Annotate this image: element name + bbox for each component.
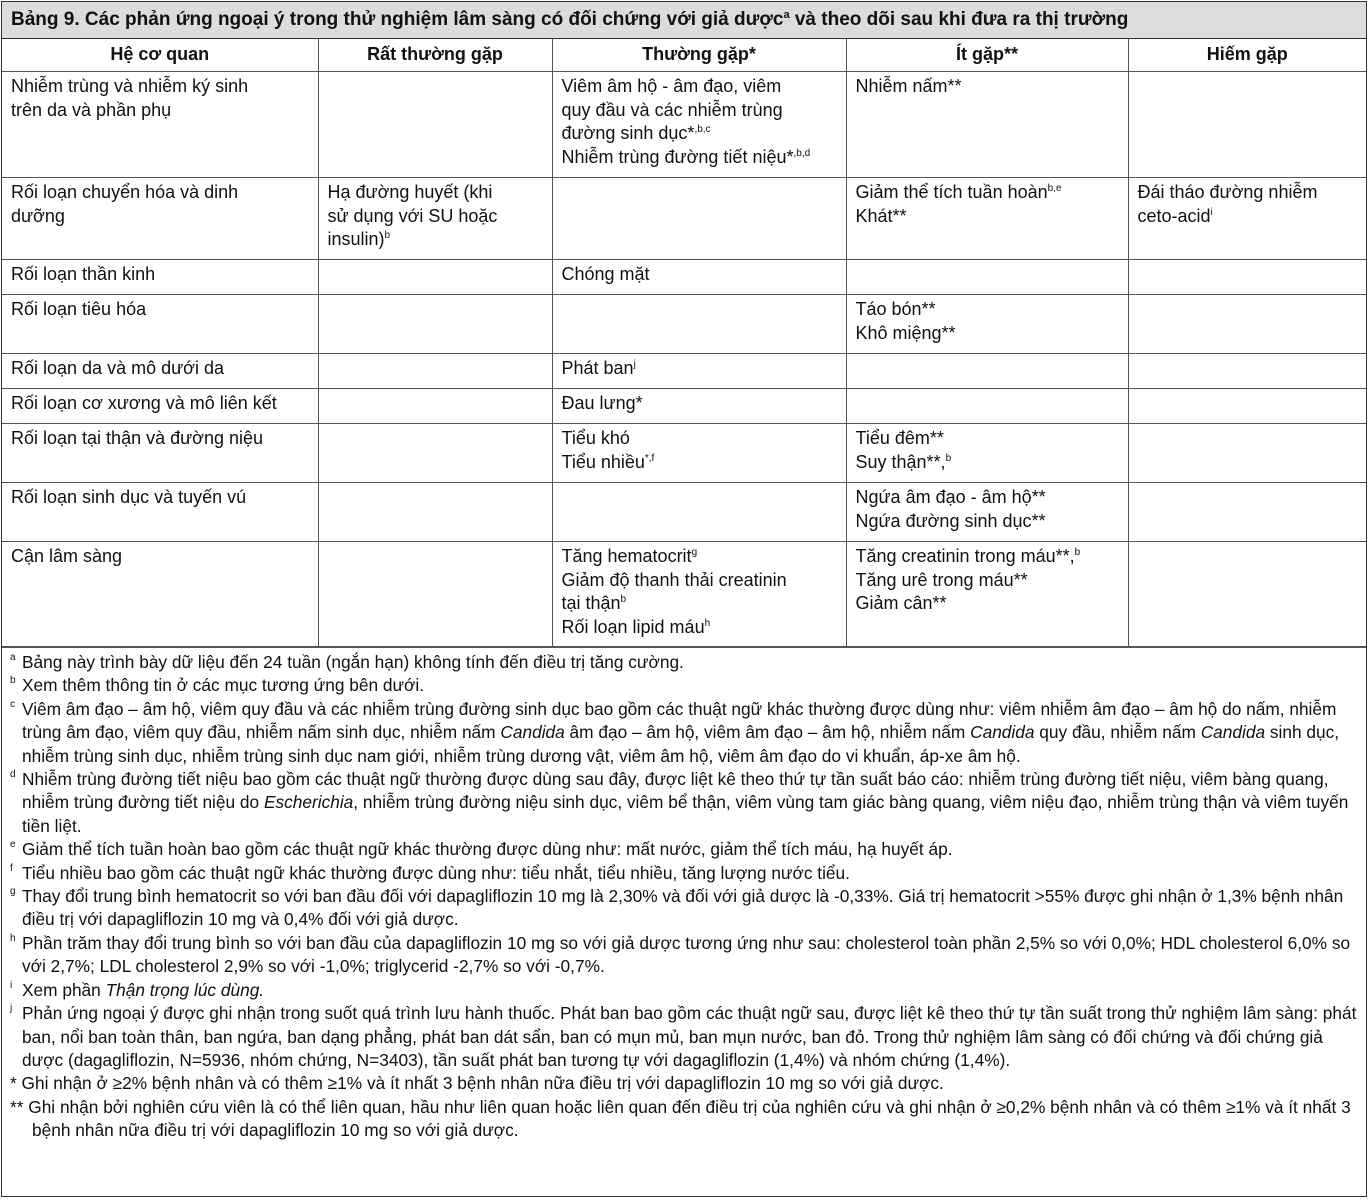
table-title-text-2: và theo dõi sau khi đưa ra thị trường: [789, 9, 1129, 30]
footnote-a: a Bảng này trình bày dữ liệu đến 24 tuần (ngắn hạn) không tính đến điều trị tăng cường.: [10, 652, 684, 672]
col-header-rare: Hiếm gặp: [1128, 39, 1366, 72]
cell-line: Phát ban$^j$: [561, 358, 636, 378]
footnote-mark: d: [10, 769, 16, 781]
cell-organ: [2, 354, 318, 389]
cell-rare: [1128, 424, 1366, 483]
footnote-mark: j: [10, 1003, 13, 1015]
cell-rare: [1128, 178, 1366, 260]
col-header-organ: Hệ cơ quan: [2, 39, 318, 72]
table-title: [2, 2, 1366, 39]
cell-organ: [2, 260, 318, 295]
cell-line: trên da và phần phụ: [11, 99, 172, 120]
cell-organ: [2, 72, 318, 178]
cell-common: [552, 72, 846, 178]
cell-rare: [1128, 389, 1366, 424]
col-header-common: Thường gặp*: [552, 39, 846, 72]
cell-rare: [1128, 295, 1366, 354]
cell-line: dưỡng: [11, 205, 65, 226]
cell-line: Rối loạn tại thận và đường niệu: [11, 428, 264, 448]
cell-organ: [2, 178, 318, 260]
cell-line: Táo bón**: [855, 299, 936, 319]
cell-common: [552, 295, 846, 354]
cell-line: Ngứa âm đạo - âm hộ**: [855, 487, 1046, 507]
cell-line: Tiểu khó: [561, 428, 630, 448]
footnote-c: c Viêm âm đạo – âm hộ, viêm quy đầu và các nhiễm trùng đường sinh dục bao gồm các thuật ngữ khác thường được dùng như: viêm nhiễm âm đạo – âm hộ do nấm, nhiễm trùng âm đạo, viêm quy đầu, nhiễm nấm sinh dục, nhiễm nấm Candida âm đạo – âm hộ, viêm âm đạo – âm hộ, nhiễm nấm Candida quy đầu, nhiễm nấm Candida sinh dục, nhiễm trùng sinh dục, nhiễm trùng sinh dục nam giới, nhiễm trùng dương vật, viêm âm hộ, viêm âm đạo do vi khuẩn, áp-xe âm hộ.: [10, 698, 1340, 766]
table-row: [2, 483, 1366, 542]
cell-common: [552, 389, 846, 424]
footnote-ref: b: [620, 594, 627, 605]
table-title-text: Bảng 9. Các phản ứng ngoại ý trong thử nghiệm lâm sàng có đối chứng với giả dược: [11, 9, 784, 30]
footnote-double-star: ** Ghi nhận bởi nghiên cứu viên là có thể liên quan, hầu như liên quan hoặc liên quan đến điều trị của nghiên cứu và ghi nhận ở ≥0,2% bệnh nhân và có thêm ≥1% và ít nhất 3 bệnh nhân nữa điều trị với dapagliflozin 10 mg so với giả dược.: [10, 1096, 1351, 1141]
cell-rare: [1128, 260, 1366, 295]
cell-uncommon: [846, 389, 1128, 424]
cell-uncommon: [846, 72, 1128, 178]
footnote-j: j Phản ứng ngoại ý được ghi nhận trong suốt quá trình lưu hành thuốc. Phát ban bao gồm các thuật ngữ sau, được liệt kê theo thứ tự tần suất trong thử nghiệm lâm sàng: phát ban, nổi ban toàn thân, ban ngứa, ban dạng phẳng, phát ban dát sẩn, ban có mụn mủ, ban mụn nước, ban đỏ. Trong thử nghiệm lâm sàng có đối chứng và đối chứng giả dược (dagagliflozin, N=5936, nhóm chứng, N=3403), tần suất phát ban tương tự với dagagliflozin (1,4%) và nhóm chứng (1,4%).: [10, 1003, 1357, 1070]
footnote-mark: b: [10, 675, 16, 687]
cell-line: tại thận$^b$: [561, 593, 627, 613]
footnote-ref: b,e: [1047, 183, 1062, 194]
cell-line: Rối loạn sinh dục và tuyến vú: [11, 487, 247, 507]
cell-common: [552, 483, 846, 542]
cell-line: Rối loạn chuyển hóa và dinh: [11, 182, 239, 202]
table-body: [2, 72, 1366, 647]
cell-line: Tiểu nhiều$^{*,f}$: [561, 451, 655, 472]
cell-organ: [2, 389, 318, 424]
cell-uncommon: [846, 542, 1128, 647]
footnote-single-star: * Ghi nhận ở ≥2% bệnh nhân và có thêm ≥1% và ít nhất 3 bệnh nhân nữa điều trị với dapagliflozin 10 mg so với giả dược.: [10, 1073, 944, 1094]
cell-very-common: [318, 542, 552, 647]
footnote-b: b Xem thêm thông tin ở các mục tương ứng bên dưới.: [10, 675, 425, 696]
cell-line: Suy thận**,$^b$: [855, 451, 952, 472]
footnote-ref: j: [633, 359, 636, 370]
cell-line: Giảm thể tích tuần hoàn$^{b,e}$: [855, 182, 1062, 202]
cell-line: Rối loạn da và mô dưới da: [11, 358, 224, 378]
cell-common: [552, 260, 846, 295]
cell-common: [552, 178, 846, 260]
cell-line: Rối loạn thần kinh: [11, 264, 156, 284]
cell-line: Nhiễm trùng đường tiết niệu*$^{,b,d}$: [561, 146, 811, 167]
cell-line: ceto-acid$^i$: [1137, 205, 1213, 226]
footnote-mark: a: [10, 652, 16, 663]
cell-very-common: [318, 178, 552, 260]
cell-line: Đái tháo đường nhiễm: [1137, 182, 1318, 202]
table-title-sup: a: [783, 9, 790, 21]
table-row: [2, 389, 1366, 424]
cell-common: [552, 542, 846, 647]
footnote-mark: f: [10, 862, 13, 874]
cell-uncommon: [846, 260, 1128, 295]
footnote-ref: ,b,d: [793, 147, 811, 159]
cell-line: Khô miệng**: [855, 322, 956, 343]
footnote-f: f Tiểu nhiều bao gồm các thuật ngữ khác thường được dùng như: tiểu nhắt, tiểu nhiều, tăng lượng nước tiểu.: [10, 862, 850, 883]
cell-rare: [1128, 354, 1366, 389]
cell-very-common: [318, 483, 552, 542]
footnote-g: g Thay đổi trung bình hematocrit so với ban đầu đối với dapagliflozin 10 mg là 2,30% và đối với giả dược là -0,33%. Giá trị hematocrit >55% được ghi nhận ở 1,3% bệnh nhân điều trị với dapagliflozin 10 mg và 0,4% đối với giả dược.: [10, 886, 1344, 930]
cell-very-common: [318, 260, 552, 295]
cell-rare: [1128, 542, 1366, 647]
cell-uncommon: [846, 424, 1128, 483]
header-row: [2, 39, 1366, 72]
table-row: [2, 260, 1366, 295]
cell-line: Giảm cân**: [855, 593, 947, 613]
table-row: [2, 295, 1366, 354]
footnote-e: e Giảm thể tích tuần hoàn bao gồm các thuật ngữ khác thường được dùng như: mất nước, giảm thể tích máu, hạ huyết áp.: [10, 839, 953, 860]
cell-organ: [2, 542, 318, 647]
cell-line: Cận lâm sàng: [11, 546, 123, 566]
cell-rare: [1128, 483, 1366, 542]
cell-very-common: [318, 424, 552, 483]
cell-uncommon: [846, 483, 1128, 542]
cell-line: Khát**: [855, 205, 907, 226]
footnote-ref: *,f: [644, 452, 655, 464]
footnote-ref: g: [691, 547, 698, 558]
cell-common: [552, 354, 846, 389]
cell-line: Chóng mặt: [561, 264, 650, 284]
cell-line: Tăng creatinin trong máu**,$^b$: [855, 546, 1081, 566]
cell-line: Rối loạn tiêu hóa: [11, 299, 147, 319]
cell-line: Tăng urê trong máu**: [855, 569, 1028, 590]
adverse-reactions-table: [2, 39, 1366, 647]
cell-line: Giảm độ thanh thải creatinin: [561, 569, 787, 590]
table-row: [2, 72, 1366, 178]
cell-line: Tăng hematocrit$^g$: [561, 546, 698, 566]
cell-line: insulin)$^b$: [327, 229, 391, 249]
footnote-mark: c: [10, 698, 15, 710]
cell-very-common: [318, 389, 552, 424]
cell-line: Tiểu đêm**: [855, 428, 944, 448]
cell-very-common: [318, 72, 552, 178]
cell-organ: [2, 295, 318, 354]
footnotes: [2, 647, 1366, 1143]
table-row: [2, 178, 1366, 260]
footnote-ref: b: [1074, 547, 1081, 558]
footnote-mark: h: [10, 932, 16, 944]
cell-line: Nhiễm trùng và nhiễm ký sinh: [11, 76, 249, 96]
cell-uncommon: [846, 178, 1128, 260]
cell-line: sử dụng với SU hoặc: [327, 205, 498, 226]
cell-very-common: [318, 354, 552, 389]
cell-uncommon: [846, 295, 1128, 354]
footnote-ref: b: [384, 230, 391, 241]
footnote-mark: g: [10, 886, 16, 898]
footnote-mark: i: [10, 979, 13, 991]
cell-organ: [2, 424, 318, 483]
col-header-uncommon: Ít gặp**: [846, 39, 1128, 72]
cell-line: Viêm âm hộ - âm đạo, viêm: [561, 76, 782, 96]
cell-line: Đau lưng*: [561, 393, 643, 413]
cell-line: Rối loạn cơ xương và mô liên kết: [11, 393, 277, 413]
footnote-ref: i: [1210, 206, 1213, 218]
table-row: [2, 542, 1366, 647]
cell-line: đường sinh dục*$^{,b,c}$: [561, 123, 711, 143]
footnote-ref: b: [945, 452, 952, 464]
table-row: [2, 424, 1366, 483]
footnote-h: h Phần trăm thay đổi trung bình so với ban đầu của dapagliflozin 10 mg so với giả dược tương ứng như sau: cholesterol toàn phần 2,5% so với 0,0%; HDL cholesterol 6,0% so với 2,7%; LDL cholesterol 2,9% so với -1,0%; triglycerid -2,7% so với -0,7%.: [10, 932, 1351, 977]
cell-line: Hạ đường huyết (khi: [327, 182, 493, 202]
table-row: [2, 354, 1366, 389]
cell-line: Rối loạn lipid máu$^h$: [561, 616, 711, 637]
cell-very-common: [318, 295, 552, 354]
col-header-very-common: Rất thường gặp: [318, 39, 552, 72]
cell-common: [552, 424, 846, 483]
adverse-reactions-table-container: [1, 1, 1367, 1197]
cell-line: quy đầu và các nhiễm trùng: [561, 99, 783, 120]
footnote-i: i Xem phần Thận trọng lúc dùng.: [10, 979, 265, 1000]
cell-line: Ngứa đường sinh dục**: [855, 510, 1046, 531]
cell-line: Nhiễm nấm**: [855, 76, 962, 96]
footnote-mark: e: [10, 839, 16, 851]
footnote-ref: ,b,c: [694, 124, 711, 135]
footnote-ref: h: [704, 617, 711, 629]
cell-organ: [2, 483, 318, 542]
footnote-d: d Nhiễm trùng đường tiết niệu bao gồm các thuật ngữ thường được dùng sau đây, được liệt kê theo thứ tự tần suất báo cáo: nhiễm trùng đường tiết niệu, viêm bàng quang, nhiễm trùng đường tiết niệu do Escherichia, nhiễm trùng đường niệu sinh dục, viêm bể thận, viêm vùng tam giác bàng quang, viêm niệu đạo, nhiễm trùng thận và viêm tuyến tiền liệt.: [10, 769, 1349, 836]
cell-rare: [1128, 72, 1366, 178]
cell-uncommon: [846, 354, 1128, 389]
